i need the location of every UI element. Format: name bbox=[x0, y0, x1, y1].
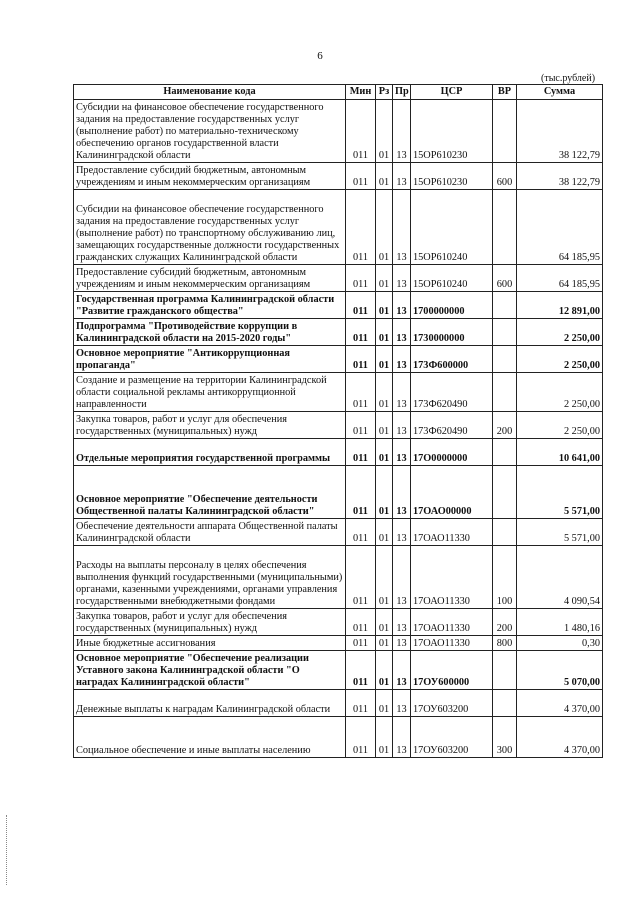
cell-name: Субсидии на финансовое обеспечение государственного задания на предоставление государственных услуг (выполнение работ) по транспортному обслуживанию лиц, замещающих государственные должности государственных гражданских служащих Калининградской области bbox=[74, 190, 346, 265]
header-vr: ВР bbox=[493, 85, 517, 100]
cell-pr: 13 bbox=[393, 519, 411, 546]
cell-min: 011 bbox=[346, 690, 376, 717]
cell-sum: 2 250,00 bbox=[517, 412, 603, 439]
header-name: Наименование кода bbox=[74, 85, 346, 100]
cell-name: Государственная программа Калининградской области "Развитие гражданского общества" bbox=[74, 292, 346, 319]
cell-name: Отдельные мероприятия государственной программы bbox=[74, 439, 346, 466]
cell-sum: 10 641,00 bbox=[517, 439, 603, 466]
cell-pr: 13 bbox=[393, 319, 411, 346]
header-csr: ЦСР bbox=[411, 85, 493, 100]
cell-vr: 100 bbox=[493, 546, 517, 609]
cell-vr bbox=[493, 519, 517, 546]
cell-pr: 13 bbox=[393, 346, 411, 373]
cell-sum: 2 250,00 bbox=[517, 373, 603, 412]
cell-vr bbox=[493, 346, 517, 373]
cell-vr: 300 bbox=[493, 717, 517, 758]
cell-pr: 13 bbox=[393, 292, 411, 319]
cell-rz: 01 bbox=[376, 546, 393, 609]
cell-min: 011 bbox=[346, 412, 376, 439]
cell-vr bbox=[493, 439, 517, 466]
cell-sum: 38 122,79 bbox=[517, 100, 603, 163]
header-sum: Сумма bbox=[517, 85, 603, 100]
table-row bbox=[74, 412, 603, 439]
cell-rz: 01 bbox=[376, 690, 393, 717]
header-rz: Рз bbox=[376, 85, 393, 100]
cell-csr: 173Ф620490 bbox=[411, 412, 493, 439]
cell-pr: 13 bbox=[393, 546, 411, 609]
cell-name: Расходы на выплаты персоналу в целях обеспечения выполнения функций государственными (муниципальными) органами, казенными учреждениями, органами управления государственными внебюджетными фондами bbox=[74, 546, 346, 609]
cell-name: Основное мероприятие "Обеспечение деятельности Общественной палаты Калининградской области" bbox=[74, 466, 346, 519]
cell-sum: 64 185,95 bbox=[517, 190, 603, 265]
cell-name: Закупка товаров, работ и услуг для обеспечения государственных (муниципальных) нужд bbox=[74, 609, 346, 636]
cell-name: Субсидии на финансовое обеспечение государственного задания на предоставление государственных услуг (выполнение работ) по материально-техническому обеспечению органов государственной власти Калининградской области bbox=[74, 100, 346, 163]
cell-vr bbox=[493, 651, 517, 690]
cell-csr: 17ОАО11330 bbox=[411, 636, 493, 651]
cell-csr: 173Ф620490 bbox=[411, 373, 493, 412]
page-number: 6 bbox=[317, 50, 323, 62]
cell-name: Предоставление субсидий бюджетным, автономным учреждениям и иным некоммерческим организациям bbox=[74, 163, 346, 190]
cell-sum: 4 090,54 bbox=[517, 546, 603, 609]
cell-min: 011 bbox=[346, 265, 376, 292]
cell-sum: 1 480,16 bbox=[517, 609, 603, 636]
units-label: (тыс.рублей) bbox=[541, 73, 596, 84]
cell-min: 011 bbox=[346, 717, 376, 758]
cell-rz: 01 bbox=[376, 519, 393, 546]
table-row bbox=[74, 319, 603, 346]
cell-sum: 5 571,00 bbox=[517, 466, 603, 519]
cell-rz: 01 bbox=[376, 319, 393, 346]
cell-min: 011 bbox=[346, 636, 376, 651]
cell-rz: 01 bbox=[376, 651, 393, 690]
table-row bbox=[74, 609, 603, 636]
cell-pr: 13 bbox=[393, 412, 411, 439]
cell-rz: 01 bbox=[376, 346, 393, 373]
cell-vr: 600 bbox=[493, 265, 517, 292]
cell-rz: 01 bbox=[376, 292, 393, 319]
cell-sum: 5 070,00 bbox=[517, 651, 603, 690]
cell-csr: 15ОР610240 bbox=[411, 265, 493, 292]
cell-min: 011 bbox=[346, 439, 376, 466]
cell-rz: 01 bbox=[376, 100, 393, 163]
cell-pr: 13 bbox=[393, 100, 411, 163]
cell-min: 011 bbox=[346, 319, 376, 346]
cell-name: Основное мероприятие "Антикоррупционная пропаганда" bbox=[74, 346, 346, 373]
cell-csr: 17ОУ600000 bbox=[411, 651, 493, 690]
cell-name: Обеспечение деятельности аппарата Общественной палаты Калининградской области bbox=[74, 519, 346, 546]
table-body bbox=[74, 100, 603, 758]
cell-name: Основное мероприятие "Обеспечение реализации Уставного закона Калининградской области "О наградах Калининградской области" bbox=[74, 651, 346, 690]
cell-sum: 5 571,00 bbox=[517, 519, 603, 546]
cell-pr: 13 bbox=[393, 265, 411, 292]
table-header-row bbox=[74, 85, 603, 100]
cell-csr: 17ОАО11330 bbox=[411, 546, 493, 609]
cell-min: 011 bbox=[346, 519, 376, 546]
cell-rz: 01 bbox=[376, 609, 393, 636]
cell-min: 011 bbox=[346, 292, 376, 319]
cell-vr bbox=[493, 466, 517, 519]
cell-rz: 01 bbox=[376, 190, 393, 265]
table-row bbox=[74, 346, 603, 373]
cell-name: Создание и размещение на территории Калининградской области социальной рекламы антикоррупционной направленности bbox=[74, 373, 346, 412]
table-row bbox=[74, 439, 603, 466]
cell-csr: 17ОУ603200 bbox=[411, 717, 493, 758]
cell-vr: 800 bbox=[493, 636, 517, 651]
cell-rz: 01 bbox=[376, 373, 393, 412]
table-row bbox=[74, 466, 603, 519]
cell-min: 011 bbox=[346, 190, 376, 265]
margin-marks bbox=[6, 815, 9, 885]
cell-pr: 13 bbox=[393, 373, 411, 412]
cell-vr bbox=[493, 319, 517, 346]
table-row bbox=[74, 373, 603, 412]
cell-min: 011 bbox=[346, 651, 376, 690]
cell-rz: 01 bbox=[376, 163, 393, 190]
cell-vr: 200 bbox=[493, 412, 517, 439]
cell-vr bbox=[493, 690, 517, 717]
cell-name: Предоставление субсидий бюджетным, автономным учреждениям и иным некоммерческим организациям bbox=[74, 265, 346, 292]
cell-csr: 17ОАО00000 bbox=[411, 466, 493, 519]
cell-min: 011 bbox=[346, 163, 376, 190]
cell-min: 011 bbox=[346, 546, 376, 609]
table-row bbox=[74, 519, 603, 546]
table-row bbox=[74, 163, 603, 190]
cell-vr bbox=[493, 292, 517, 319]
cell-csr: 1700000000 bbox=[411, 292, 493, 319]
cell-vr bbox=[493, 190, 517, 265]
cell-pr: 13 bbox=[393, 717, 411, 758]
table-row bbox=[74, 100, 603, 163]
table-row bbox=[74, 690, 603, 717]
cell-pr: 13 bbox=[393, 163, 411, 190]
cell-rz: 01 bbox=[376, 636, 393, 651]
header-min: Мин bbox=[346, 85, 376, 100]
table-row bbox=[74, 717, 603, 758]
cell-csr: 1730000000 bbox=[411, 319, 493, 346]
table-row bbox=[74, 190, 603, 265]
cell-min: 011 bbox=[346, 466, 376, 519]
cell-csr: 17ОАО11330 bbox=[411, 609, 493, 636]
cell-pr: 13 bbox=[393, 439, 411, 466]
cell-sum: 4 370,00 bbox=[517, 690, 603, 717]
cell-vr bbox=[493, 373, 517, 412]
table-row bbox=[74, 265, 603, 292]
table-row bbox=[74, 292, 603, 319]
cell-name: Социальное обеспечение и иные выплаты населению bbox=[74, 717, 346, 758]
table-row bbox=[74, 651, 603, 690]
table-row bbox=[74, 636, 603, 651]
table-row bbox=[74, 546, 603, 609]
cell-csr: 17ОАО11330 bbox=[411, 519, 493, 546]
cell-sum: 0,30 bbox=[517, 636, 603, 651]
cell-sum: 38 122,79 bbox=[517, 163, 603, 190]
cell-name: Денежные выплаты к наградам Калининградской области bbox=[74, 690, 346, 717]
cell-pr: 13 bbox=[393, 690, 411, 717]
cell-min: 011 bbox=[346, 100, 376, 163]
cell-pr: 13 bbox=[393, 636, 411, 651]
budget-table bbox=[73, 84, 603, 758]
cell-sum: 64 185,95 bbox=[517, 265, 603, 292]
cell-vr bbox=[493, 100, 517, 163]
cell-pr: 13 bbox=[393, 190, 411, 265]
cell-rz: 01 bbox=[376, 717, 393, 758]
cell-csr: 17О0000000 bbox=[411, 439, 493, 466]
cell-vr: 600 bbox=[493, 163, 517, 190]
cell-pr: 13 bbox=[393, 609, 411, 636]
cell-csr: 15ОР610240 bbox=[411, 190, 493, 265]
cell-name: Подпрограмма "Противодействие коррупции в Калининградской области на 2015-2020 годы" bbox=[74, 319, 346, 346]
cell-csr: 15ОР610230 bbox=[411, 100, 493, 163]
cell-sum: 2 250,00 bbox=[517, 346, 603, 373]
cell-rz: 01 bbox=[376, 466, 393, 519]
cell-name: Иные бюджетные ассигнования bbox=[74, 636, 346, 651]
cell-name: Закупка товаров, работ и услуг для обеспечения государственных (муниципальных) нужд bbox=[74, 412, 346, 439]
cell-csr: 15ОР610230 bbox=[411, 163, 493, 190]
cell-min: 011 bbox=[346, 346, 376, 373]
cell-sum: 4 370,00 bbox=[517, 717, 603, 758]
cell-pr: 13 bbox=[393, 651, 411, 690]
cell-csr: 173Ф600000 bbox=[411, 346, 493, 373]
cell-sum: 12 891,00 bbox=[517, 292, 603, 319]
cell-min: 011 bbox=[346, 609, 376, 636]
cell-sum: 2 250,00 bbox=[517, 319, 603, 346]
cell-csr: 17ОУ603200 bbox=[411, 690, 493, 717]
cell-pr: 13 bbox=[393, 466, 411, 519]
header-pr: Пр bbox=[393, 85, 411, 100]
cell-rz: 01 bbox=[376, 265, 393, 292]
cell-min: 011 bbox=[346, 373, 376, 412]
cell-rz: 01 bbox=[376, 412, 393, 439]
cell-rz: 01 bbox=[376, 439, 393, 466]
cell-vr: 200 bbox=[493, 609, 517, 636]
